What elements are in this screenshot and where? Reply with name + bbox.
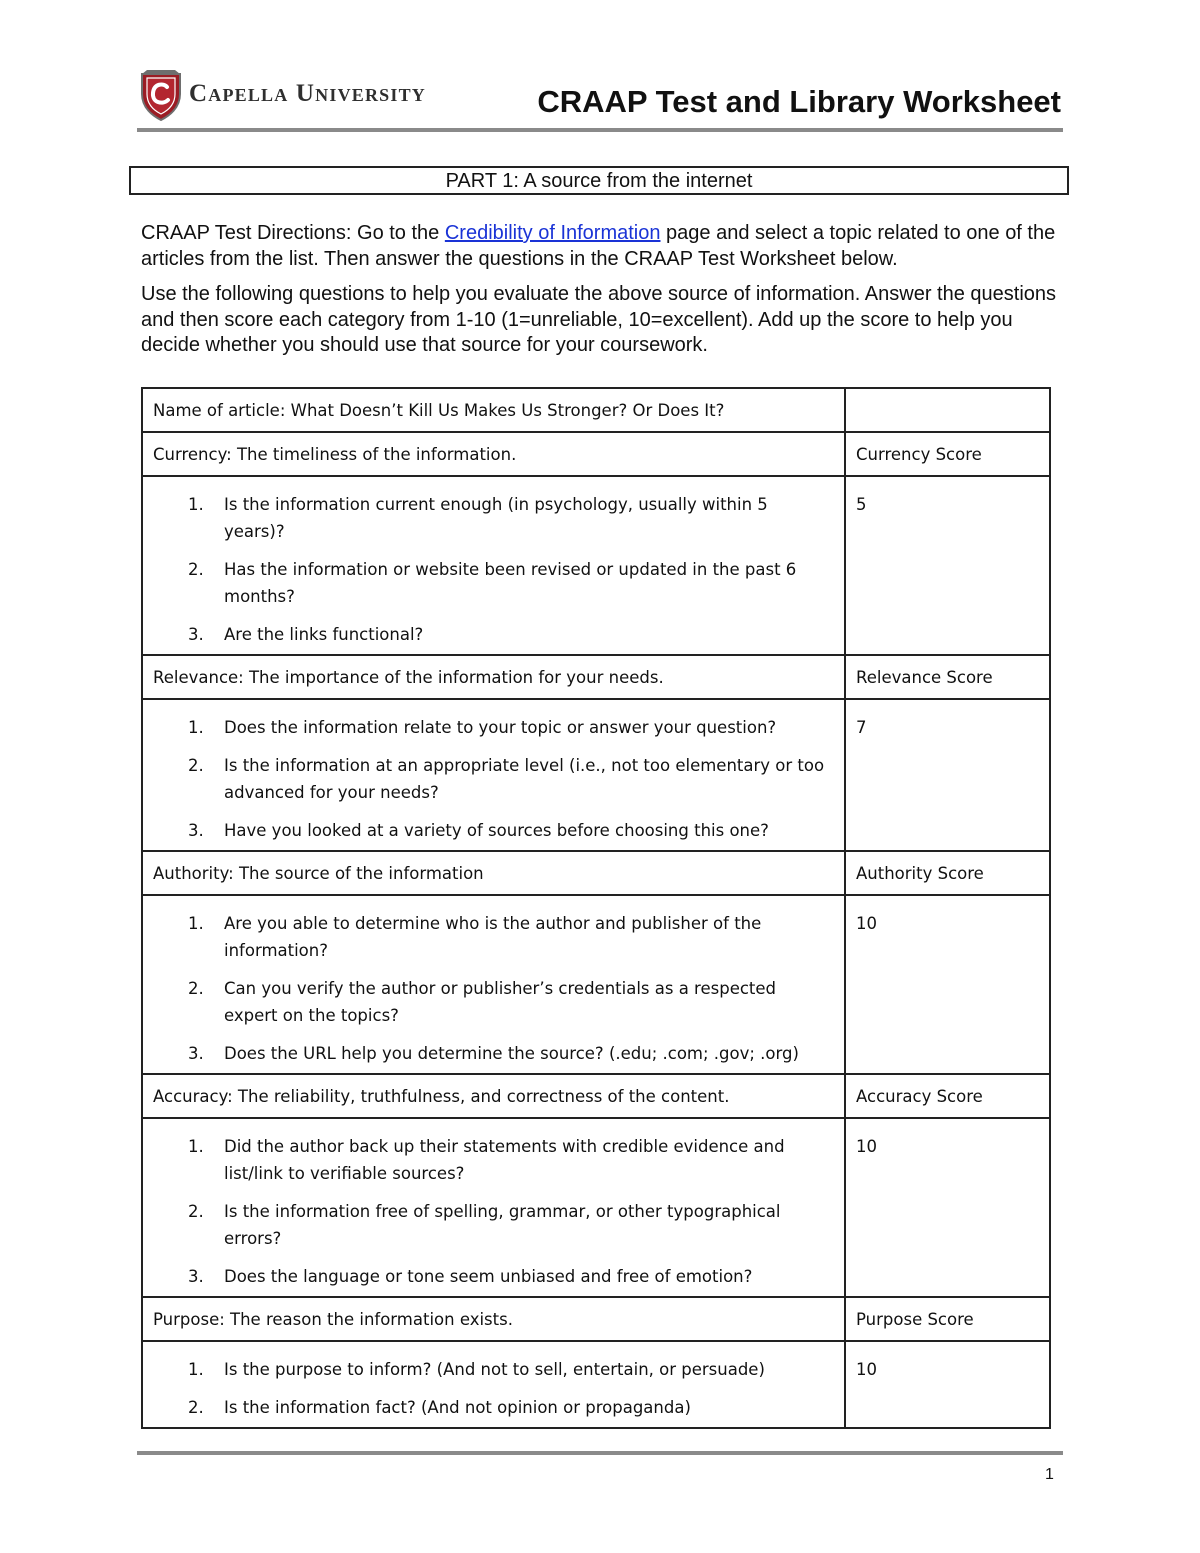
authority-score-label: Authority Score — [845, 851, 1050, 895]
question-text: Is the information at an appropriate level (i.e., not too elementary or too advanced for your needs? — [224, 756, 825, 802]
purpose-questions-cell — [142, 1341, 845, 1428]
relevance-questions-row — [142, 699, 1050, 851]
document-header — [137, 66, 1063, 130]
relevance-score-cell[interactable] — [845, 699, 1050, 851]
purpose-question-list — [153, 1356, 834, 1421]
question-item — [153, 491, 834, 545]
directions-rest: page and select a topic related to one of the articles from the list. Then answer the questions in the CRAAP Test Worksheet below. — [141, 222, 1056, 270]
question-number: 2. — [188, 979, 204, 998]
article-name-cell: Name of article: What Doesn’t Kill Us Makes Us Stronger? Or Does It? — [142, 388, 845, 432]
question-text: Does the language or tone seem unbiased and free of emotion? — [224, 1267, 753, 1286]
currency-score-value: 5 — [856, 495, 867, 514]
header-divider — [137, 128, 1063, 132]
purpose-score-cell[interactable] — [845, 1341, 1050, 1428]
question-number: 1. — [188, 495, 204, 514]
currency-question-list — [153, 491, 834, 648]
question-item — [153, 817, 834, 844]
question-text: Did the author back up their statements with credible evidence and list/link to verifiable sources? — [224, 1137, 785, 1183]
question-number: 1. — [188, 718, 204, 737]
question-number: 2. — [188, 1398, 204, 1417]
authority-criterion: Authority: The source of the information — [142, 851, 845, 895]
question-text: Does the URL help you determine the source? (.edu; .com; .gov; .org) — [224, 1044, 799, 1063]
authority-score-value: 10 — [856, 914, 877, 933]
authority-header-row — [142, 851, 1050, 895]
question-item — [153, 752, 834, 806]
question-text: Is the purpose to inform? (And not to sell, entertain, or persuade) — [224, 1360, 765, 1379]
question-number: 1. — [188, 1137, 204, 1156]
capella-logo — [139, 70, 449, 122]
logo-wordmark: Capella University — [189, 80, 426, 107]
directions-lead: CRAAP Test Directions: Go to the — [141, 222, 445, 244]
question-item — [153, 1394, 834, 1421]
question-number: 2. — [188, 756, 204, 775]
question-item — [153, 621, 834, 648]
accuracy-score-cell[interactable] — [845, 1118, 1050, 1297]
question-number: 3. — [188, 625, 204, 644]
directions-paragraph — [141, 221, 1061, 272]
question-number: 3. — [188, 1267, 204, 1286]
accuracy-header-row — [142, 1074, 1050, 1118]
relevance-score-label: Relevance Score — [845, 655, 1050, 699]
question-item — [153, 910, 834, 964]
shield-crest-icon — [139, 70, 183, 122]
authority-questions-row — [142, 895, 1050, 1074]
craap-worksheet-table — [141, 387, 1051, 1429]
authority-score-cell[interactable] — [845, 895, 1050, 1074]
question-item — [153, 1133, 834, 1187]
currency-questions-cell — [142, 476, 845, 655]
article-name-row — [142, 388, 1050, 432]
accuracy-criterion: Accuracy: The reliability, truthfulness, and correctness of the content. — [142, 1074, 845, 1118]
article-value-cell[interactable] — [845, 388, 1050, 432]
question-item — [153, 975, 834, 1029]
question-item — [153, 1356, 834, 1383]
purpose-header-row — [142, 1297, 1050, 1341]
question-number: 2. — [188, 560, 204, 579]
question-number: 3. — [188, 1044, 204, 1063]
currency-header-row — [142, 432, 1050, 476]
question-text: Can you verify the author or publisher’s credentials as a respected expert on the topics? — [224, 979, 777, 1025]
document-title: CRAAP Test and Library Worksheet — [537, 84, 1061, 119]
relevance-header-row — [142, 655, 1050, 699]
question-number: 1. — [188, 914, 204, 933]
currency-criterion: Currency: The timeliness of the information. — [142, 432, 845, 476]
question-item — [153, 1263, 834, 1290]
authority-questions-cell — [142, 895, 845, 1074]
question-number: 3. — [188, 821, 204, 840]
relevance-score-value: 7 — [856, 718, 867, 737]
purpose-questions-row — [142, 1341, 1050, 1428]
instructions-paragraph: Use the following questions to help you evaluate the above source of information. Answer the questions and then score each category from 1-10 (1=unreliable, 10=excellent). Add up the score to help you decide whether you should use that source for your coursework. — [141, 283, 1057, 356]
currency-score-cell[interactable] — [845, 476, 1050, 655]
accuracy-questions-row — [142, 1118, 1050, 1297]
part-heading: PART 1: A source from the internet — [129, 166, 1069, 195]
question-text: Is the information fact? (And not opinion or propaganda) — [224, 1398, 691, 1417]
question-text: Are the links functional? — [224, 625, 424, 644]
purpose-score-value: 10 — [856, 1360, 877, 1379]
question-number: 2. — [188, 1202, 204, 1221]
question-item — [153, 714, 834, 741]
relevance-criterion: Relevance: The importance of the information for your needs. — [142, 655, 845, 699]
question-item — [153, 556, 834, 610]
accuracy-score-label: Accuracy Score — [845, 1074, 1050, 1118]
relevance-question-list — [153, 714, 834, 844]
question-item — [153, 1198, 834, 1252]
question-number: 1. — [188, 1360, 204, 1379]
question-text: Have you looked at a variety of sources before choosing this one? — [224, 821, 769, 840]
page-number: 1 — [1045, 1466, 1054, 1483]
relevance-questions-cell — [142, 699, 845, 851]
purpose-score-label: Purpose Score — [845, 1297, 1050, 1341]
currency-questions-row — [142, 476, 1050, 655]
question-text: Does the information relate to your topic or answer your question? — [224, 718, 777, 737]
question-text: Is the information current enough (in psychology, usually within 5 years)? — [224, 495, 768, 541]
question-text: Is the information free of spelling, grammar, or other typographical errors? — [224, 1202, 781, 1248]
question-text: Are you able to determine who is the author and publisher of the information? — [224, 914, 762, 960]
authority-question-list — [153, 910, 834, 1067]
footer-divider — [137, 1451, 1063, 1455]
accuracy-score-value: 10 — [856, 1137, 877, 1156]
accuracy-questions-cell — [142, 1118, 845, 1297]
purpose-criterion: Purpose: The reason the information exists. — [142, 1297, 845, 1341]
accuracy-question-list — [153, 1133, 834, 1290]
directions — [141, 221, 1061, 359]
question-item — [153, 1040, 834, 1067]
currency-score-label: Currency Score — [845, 432, 1050, 476]
question-text: Has the information or website been revised or updated in the past 6 months? — [224, 560, 797, 606]
credibility-link[interactable]: Credibility of Information — [444, 222, 661, 244]
